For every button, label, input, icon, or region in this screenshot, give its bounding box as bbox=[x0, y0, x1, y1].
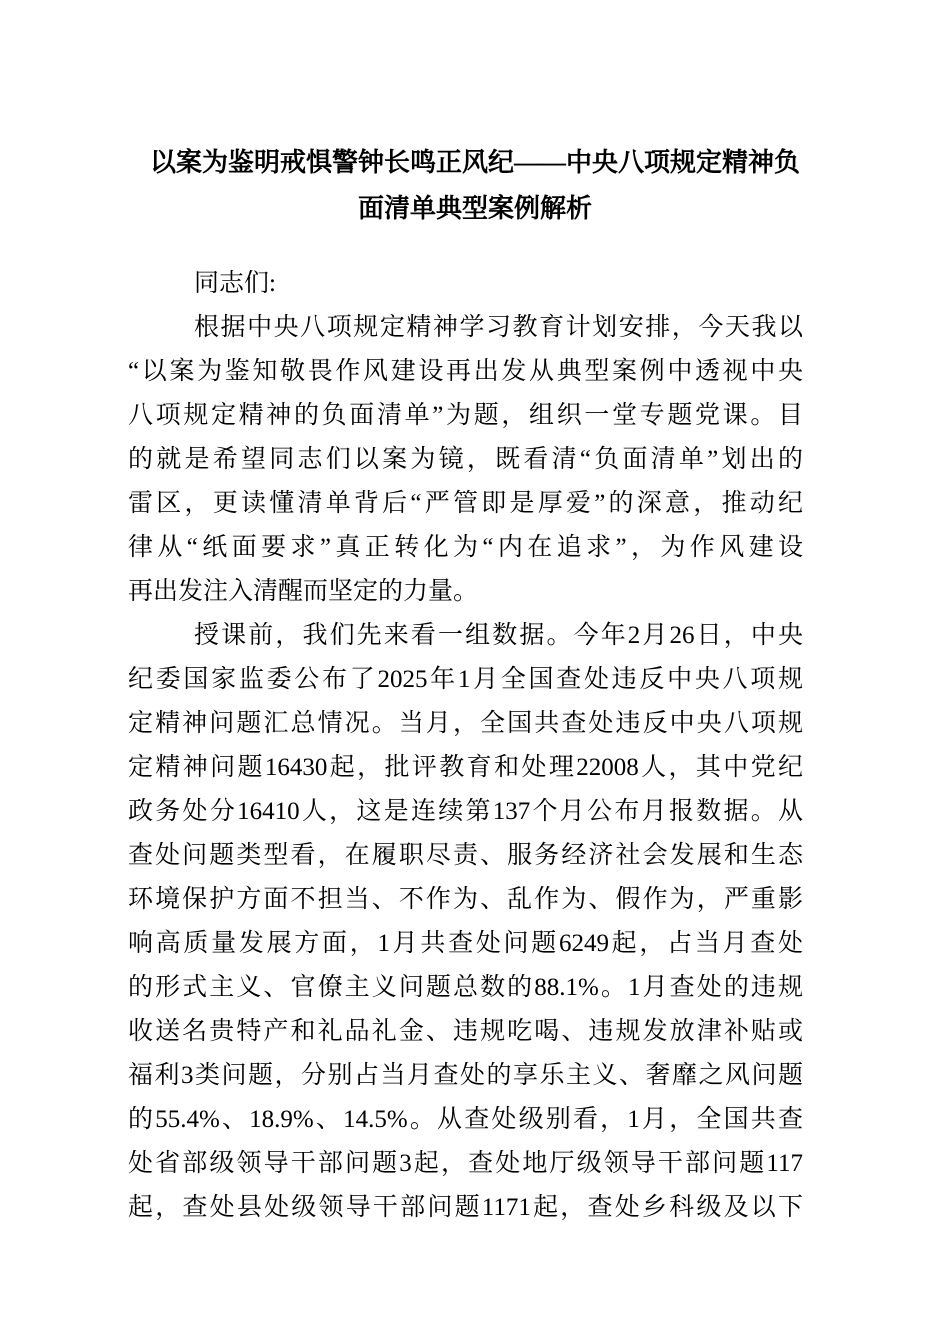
body-line: 处省部级领导干部问题3起，查处地厅级领导干部问题117 bbox=[128, 1150, 803, 1177]
body-line: 环境保护方面不担当、不作为、乱作为、假作为，严重影 bbox=[128, 886, 803, 913]
body-line: 授课前，我们先来看一组数据。今年2月26日，中央 bbox=[194, 622, 803, 649]
body-line: 雷区，更读懂清单背后“严管即是厚爱”的深意，推动纪 bbox=[128, 490, 803, 517]
body-line: 再出发注入清醒而坚定的力量。 bbox=[128, 578, 479, 605]
document-title: 以案为鉴明戒惧警钟长鸣正风纪——中央八项规定精神负面清单典型案例解析 bbox=[149, 148, 800, 223]
body-line: 福利3类问题，分别占当月查处的享乐主义、奢靡之风问题 bbox=[128, 1062, 803, 1089]
body-line: 定精神问题汇总情况。当月，全国共查处违反中央八项规 bbox=[128, 710, 803, 737]
body-line: 政务处分16410人，这是连续第137个月公布月报数据。从 bbox=[128, 798, 803, 825]
body-line: 律从“纸面要求”真正转化为“内在追求”，为作风建设 bbox=[128, 534, 803, 561]
body-line: 的就是希望同志们以案为镜，既看清“负面清单”划出的 bbox=[128, 446, 803, 473]
body-line: 根据中央八项规定精神学习教育计划安排，今天我以 bbox=[194, 314, 803, 341]
body-line: 响高质量发展方面，1月共查处问题6249起，占当月查处 bbox=[128, 930, 803, 957]
document-body bbox=[128, 262, 803, 1230]
body-line: “以案为鉴知敬畏作风建设再出发从典型案例中透视中央 bbox=[128, 358, 803, 385]
body-line: 定精神问题16430起，批评教育和处理22008人，其中党纪 bbox=[128, 754, 803, 781]
body-line: 收送名贵特产和礼品礼金、违规吃喝、违规发放津补贴或 bbox=[128, 1018, 803, 1045]
body-line: 起，查处县处级领导干部问题1171起，查处乡科级及以下 bbox=[128, 1194, 803, 1221]
body-line: 查处问题类型看，在履职尽责、服务经济社会发展和生态 bbox=[128, 842, 803, 869]
body-line: 的形式主义、官僚主义问题总数的88.1%。1月查处的违规 bbox=[128, 974, 803, 1001]
body-line: 同志们: bbox=[194, 270, 276, 297]
body-line: 八项规定精神的负面清单”为题，组织一堂专题党课。目 bbox=[128, 402, 803, 429]
body-line: 纪委国家监委公布了2025年1月全国查处违反中央八项规 bbox=[128, 666, 803, 693]
body-line: 的55.4%、18.9%、14.5%。从查处级别看，1月，全国共查 bbox=[128, 1106, 803, 1133]
